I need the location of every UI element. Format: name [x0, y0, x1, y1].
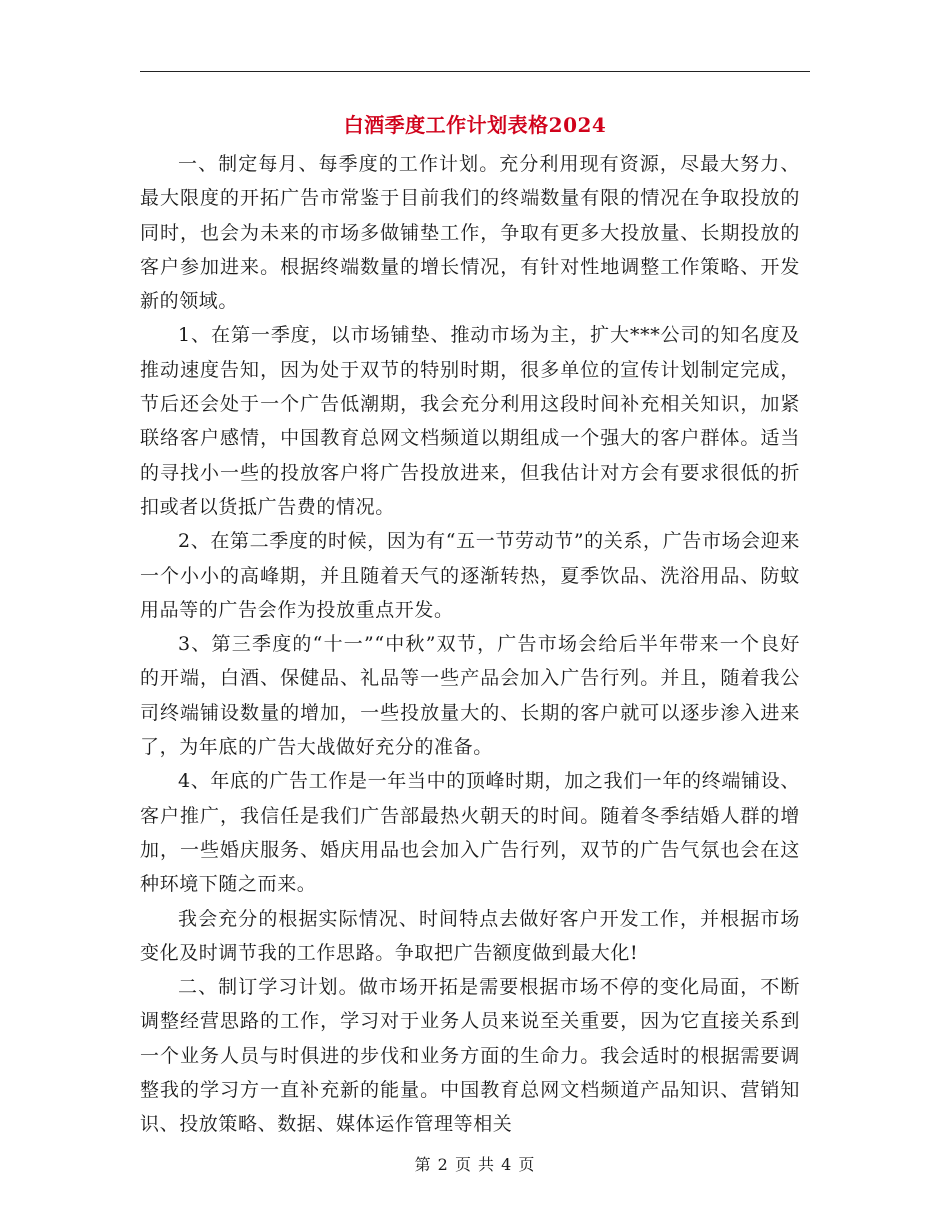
document-title: 白酒季度工作计划表格2024 [343, 113, 607, 137]
paragraph-5: 4、年底的广告工作是一年当中的顶峰时期，加之我们一年的终端铺设、客户推广，我信任是我们广告部最热火朝天的时间。随着冬季结婚人群的增加，一些婚庆服务、婚庆用品也会加入广告行列，双节的广告气氛也会在这种环境下随之而来。 [140, 770, 800, 896]
paragraph-4: 3、第三季度的“十一”“中秋”双节，广告市场会给后半年带来一个良好的开端，白酒、保健品、礼品等一些产品会加入广告行列。并且，随着我公司终端铺设数量的增加，一些投放量大的、长期的客户就可以逐步渗入进来了，为年底的广告大战做好充分的准备。 [140, 633, 800, 759]
document-body [140, 147, 800, 1142]
paragraph-1: 一、制定每月、每季度的工作计划。充分利用现有资源，尽最大努力、最大限度的开拓广告市常鉴于目前我们的终端数量有限的情况在争取投放的同时，也会为未来的市场多做铺垫工作，争取有更多大投放量、长期投放的客户参加进来。根据终端数量的增长情况，有针对性地调整工作策略、开发新的领域。 [140, 153, 800, 313]
header-rule [140, 71, 810, 72]
page-number-footer: 第 2 页 共 4 页 [414, 1155, 536, 1174]
paragraph-2: 1、在第一季度，以市场铺垫、推动市场为主，扩大***公司的知名度及推动速度告知，因为处于双节的特别时期，很多单位的宣传计划制定完成，节后还会处于一个广告低潮期，我会充分利用这段时间补充相关知识，加紧联络客户感情，中国教育总网文档频道以期组成一个强大的客户群体。适当的寻找小一些的投放客户将广告投放进来，但我估计对方会有要求很低的折扣或者以货抵广告费的情况。 [140, 324, 800, 518]
paragraph-6: 我会充分的根据实际情况、时间特点去做好客户开发工作，并根据市场变化及时调节我的工作思路。争取把广告额度做到最大化! [140, 907, 800, 964]
paragraph-3: 2、在第二季度的时候，因为有“五一节劳动节”的关系，广告市场会迎来一个小小的高峰期，并且随着天气的逐渐转热，夏季饮品、洗浴用品、防蚊用品等的广告会作为投放重点开发。 [140, 530, 800, 621]
paragraph-7: 二、制订学习计划。做市场开拓是需要根据市场不停的变化局面，不断调整经营思路的工作，学习对于业务人员来说至关重要，因为它直接关系到一个业务人员与时俱进的步伐和业务方面的生命力。我会适时的根据需要调整我的学习方一直补充新的能量。中国教育总网文档频道产品知识、营销知识、投放策略、数据、媒体运作管理等相关 [140, 976, 800, 1136]
